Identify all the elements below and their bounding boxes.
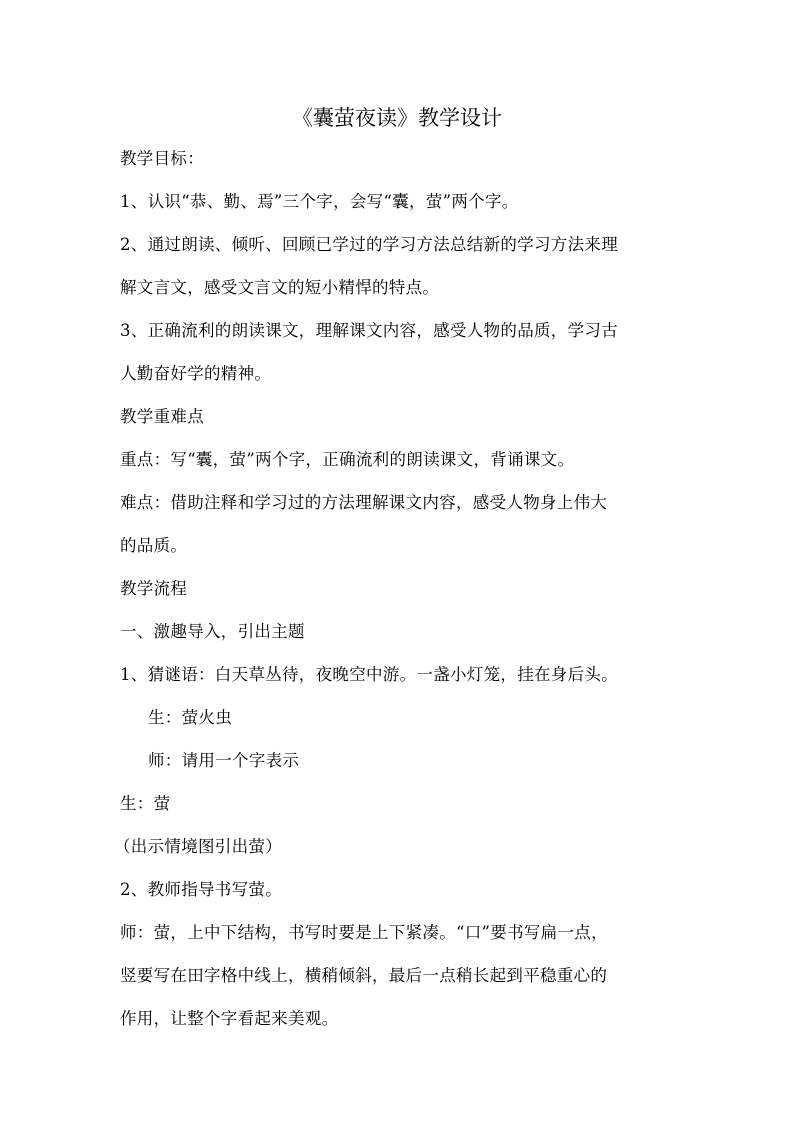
heading-teaching-process: 教学流程 [120,579,188,598]
heading-key-points: 教学重难点 [120,407,204,426]
section-1-heading: 一、激趣导入，引出主题 [120,622,305,641]
riddle-line: 1、猜谜语：白天草丛待，夜晚空中游。一盏小灯笼，挂在身后头。 [120,665,618,684]
goal-1: 1、认识“恭、勤、焉”三个字，会写“囊，萤”两个字。 [120,192,519,211]
step-2-heading: 2、教师指导书写萤。 [120,880,282,899]
goal-2-line-2: 解文言文，感受文言文的短小精悍的特点。 [120,278,440,297]
writing-guide-line-3: 作用，让整个字看起来美观。 [120,1009,339,1028]
heading-teaching-goals: 教学目标： [120,149,204,168]
writing-guide-line-1: 师：萤，上中下结构，书写时要是上下紧凑。“口”要书写扁一点， [120,923,608,942]
goal-2-line-1: 2、通过朗读、倾听、回顾已学过的学习方法总结新的学习方法来理 [120,235,618,254]
student-answer-1: 生：萤火虫 [148,708,232,727]
writing-guide-line-2: 竖要写在田字格中线上，横稍倾斜，最后一点稍长起到平稳重心的 [120,966,608,985]
student-answer-2: 生：萤 [120,794,171,813]
document-title: 《囊萤夜读》教学设计 [292,106,502,130]
key-point: 重点：写“囊，萤”两个字，正确流利的朗读课文，背诵课文。 [120,450,575,469]
goal-3-line-1: 3、正确流利的朗读课文，理解课文内容，感受人物的品质，学习古 [120,321,618,340]
difficult-point-line-1: 难点：借助注释和学习过的方法理解课文内容，感受人物身上伟大 [120,493,608,512]
stage-note: （出示情境图引出萤） [114,837,282,856]
goal-3-line-2: 人勤奋好学的精神。 [120,364,272,383]
teacher-prompt: 师：请用一个字表示 [148,751,300,770]
difficult-point-line-2: 的品质。 [120,536,188,555]
